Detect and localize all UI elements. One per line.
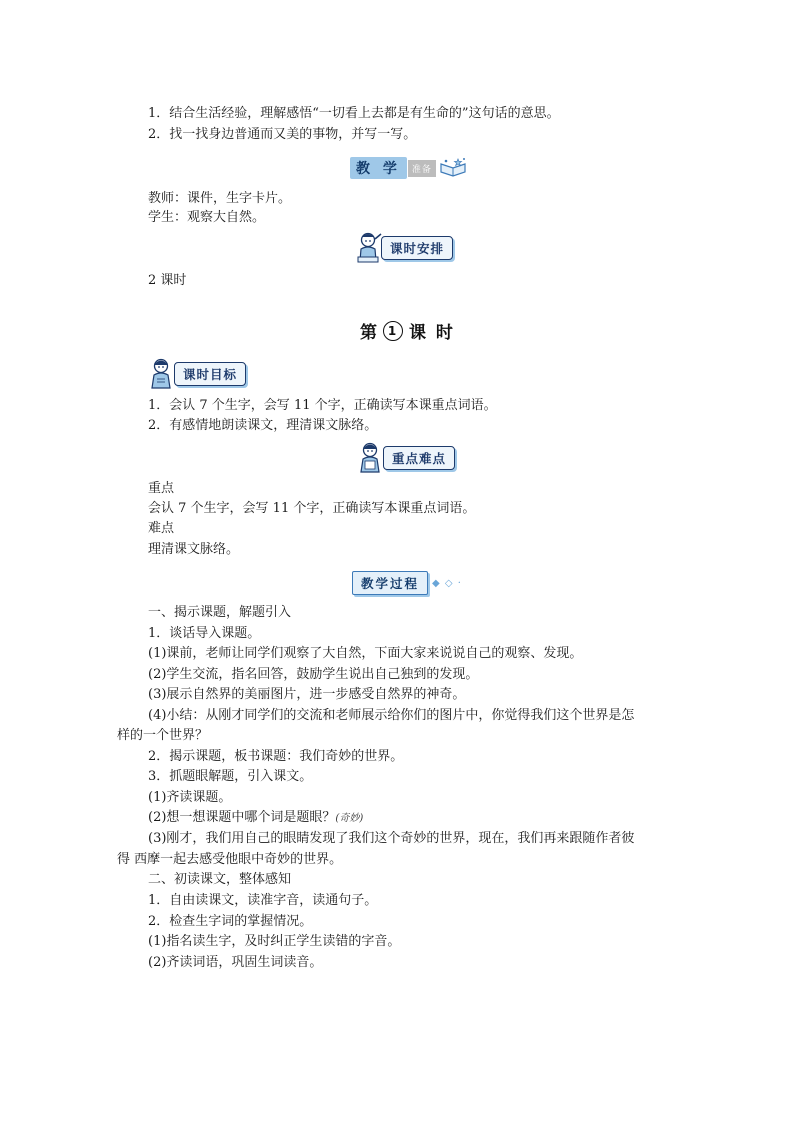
teaching-prep-title: 教 学 xyxy=(350,157,407,179)
key-label: 重点 xyxy=(148,481,175,496)
difficulty-text: 理清课文脉络。 xyxy=(148,542,240,557)
teaching-process-badge xyxy=(352,571,462,595)
section-heading-2: 二、初读课文，整体感知 xyxy=(148,872,292,887)
process-line-continued: 得 西摩一起去感受他眼中奇妙的世界。 xyxy=(117,852,343,867)
lesson-objectives-title: 课时目标 xyxy=(174,362,246,386)
teaching-prep-subtitle: 准备 xyxy=(408,160,436,177)
process-line-with-note xyxy=(148,809,363,827)
lesson-title-prefix: 第 xyxy=(360,323,379,343)
section-heading-1: 一、揭示课题，解题引入 xyxy=(148,605,292,620)
lesson-objectives-badge xyxy=(148,356,246,392)
key-points-title: 重点难点 xyxy=(383,446,455,470)
key-points-badge xyxy=(357,440,455,476)
process-line: (2)学生交流，指名回答，鼓励学生说出自己独到的发现。 xyxy=(148,667,479,682)
key-text: 会认 7 个生字，会写 11 个字，正确读写本课重点词语。 xyxy=(148,501,476,516)
process-line: (1)指名读生字，及时纠正学生读错的字音。 xyxy=(148,934,401,949)
schedule-value: 2 课时 xyxy=(148,273,187,288)
prep-teacher: 教师：课件，生字卡片。 xyxy=(148,191,292,206)
lesson-number: 1 xyxy=(383,321,403,341)
schedule-badge xyxy=(355,230,453,266)
process-line: (2)齐读词语，巩固生词读音。 xyxy=(148,955,323,970)
process-line-text: (2)想一想课题中哪个词是题眼？ xyxy=(148,810,336,825)
prep-student: 学生：观察大自然。 xyxy=(148,210,266,225)
process-line: (3)展示自然界的美丽图片，进一步感受自然界的神奇。 xyxy=(148,687,466,702)
process-line: 1．谈话导入课题。 xyxy=(148,626,261,641)
teaching-process-title: 教学过程 xyxy=(352,571,428,595)
decorative-dots-icon: ◆ ◇ · xyxy=(432,577,462,589)
student-mascot-icon xyxy=(355,231,383,265)
teaching-prep-badge xyxy=(350,155,472,181)
lesson-1-title xyxy=(360,318,455,343)
answer-note: (奇妙) xyxy=(335,813,364,824)
process-line: 1．自由读课文，读准字音，读通句子。 xyxy=(148,893,378,908)
student-mascot-icon xyxy=(357,441,385,475)
lesson-objective-1: 1．会认 7 个生字，会写 11 个字，正确读写本课重点词语。 xyxy=(148,398,497,413)
process-line: 3．抓题眼解题，引入课文。 xyxy=(148,769,313,784)
process-line: (1)齐读课题。 xyxy=(148,790,232,805)
process-line: (3)刚才，我们用自己的眼睛发现了我们这个奇妙的世界，现在，我们再来跟随作者彼 xyxy=(148,831,635,846)
lesson-title-suffix: 课 时 xyxy=(409,323,455,343)
schedule-title: 课时安排 xyxy=(381,236,453,260)
goal-item-2: 2．找一找身边普通而又美的事物，并写一写。 xyxy=(148,127,417,142)
goal-item-1: 1．结合生活经验，理解感悟“一切看上去都是有生命的”这句话的意思。 xyxy=(148,106,560,121)
process-line: (1)课前，老师让同学们观察了大自然，下面大家来说说自己的观察、发现。 xyxy=(148,646,583,661)
book-stars-icon xyxy=(438,156,468,180)
process-line: (4)小结：从刚才同学们的交流和老师展示给你们的图片中，你觉得我们这个世界是怎 xyxy=(148,708,635,723)
lesson-objective-2: 2．有感情地朗读课文，理清课文脉络。 xyxy=(148,418,378,433)
process-line: 2．检查生字词的掌握情况。 xyxy=(148,914,313,929)
process-line: 2．揭示课题，板书课题：我们奇妙的世界。 xyxy=(148,749,404,764)
process-line-continued: 样的一个世界？ xyxy=(117,728,209,743)
difficulty-label: 难点 xyxy=(148,521,175,536)
student-mascot-icon xyxy=(148,357,176,391)
